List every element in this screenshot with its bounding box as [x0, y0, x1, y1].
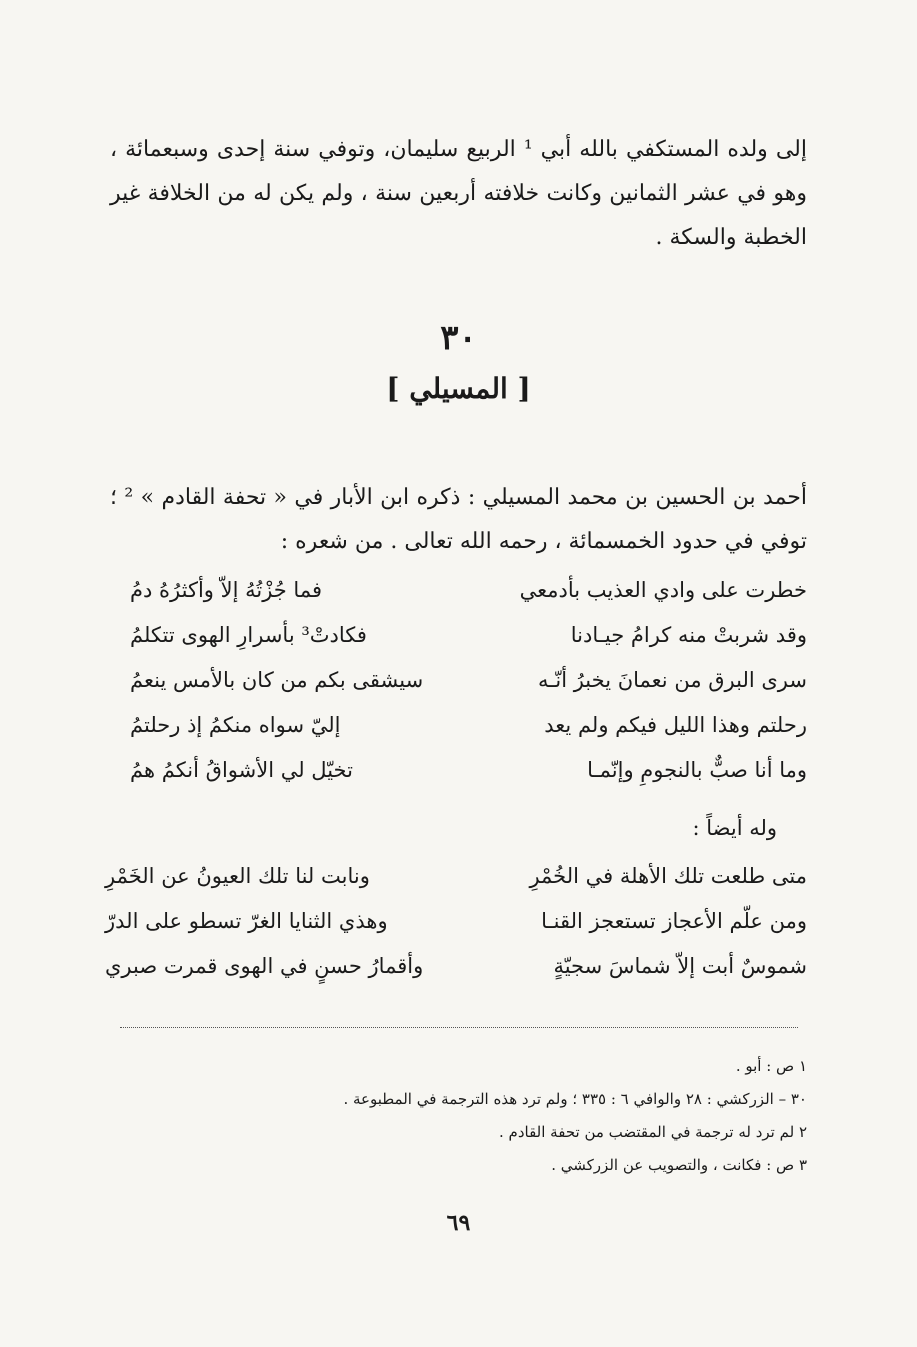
- chapter-title: [ المسيلي ]: [386, 372, 531, 405]
- also-label: وله أيضاً :: [692, 816, 777, 840]
- verse-second-hemistich: تخيّل لي الأشواقُ أنكمُ همُ: [130, 757, 353, 782]
- verse-line: [110, 567, 807, 612]
- footnote: ٣٠ – الزركشي : ٢٨ والوافي ٦ : ٣٣٥ ؛ ولم ترد هذه الترجمة في المطبوعة .: [343, 1090, 807, 1108]
- poem-first: [110, 567, 807, 792]
- verse-first-hemistich: خطرت على وادي العذيب بأدمعي: [519, 577, 807, 602]
- verse-line: [105, 943, 807, 988]
- page-number: ٦٩: [446, 1210, 471, 1236]
- verse-first-hemistich: ومن علّم الأعجاز تستعجز القنـا: [541, 908, 807, 933]
- verse-line: [110, 657, 807, 702]
- verse-first-hemistich: وقد شربتْ منه كرامُ جيـادنا: [570, 622, 807, 647]
- verse-second-hemistich: إليّ سواه منكمُ إذ رحلتمُ: [130, 712, 341, 737]
- footnote-separator: [120, 1027, 798, 1028]
- footnote: ٢ لم ترد له ترجمة في المقتضب من تحفة القادم .: [499, 1123, 807, 1141]
- intro-paragraph: إلى ولده المستكفي بالله أبي ¹ الربيع سليمان، وتوفي سنة إحدى وسبعمائة ، وهو في عشر الثمانين وكانت خلافته أربعين سنة ، ولم يكن له من الخلافة غير الخطبة والسكة .: [110, 137, 807, 250]
- verse-line: [110, 747, 807, 792]
- verse-first-hemistich: متى طلعت تلك الأهلة في الخُمْرِ: [529, 863, 807, 888]
- footnote: ١ ص : أبو .: [735, 1057, 807, 1075]
- chapter-number: ٣٠: [440, 318, 477, 358]
- poem-second: [105, 853, 807, 988]
- verse-second-hemistich: سيشقى بكم من كان بالأمس ينعمُ: [130, 667, 424, 692]
- verse-second-hemistich: فما جُزْتُهُ إلاّ وأكثرُهُ دمُ: [130, 577, 323, 602]
- biography-paragraph: أحمد بن الحسين بن محمد المسيلي : ذكره ابن الأبار في « تحفة القادم » ² ؛ توفي في حدود الخمسمائة ، رحمه الله تعالى . من شعره :: [110, 485, 807, 554]
- verse-first-hemistich: رحلتم وهذا الليل فيكم ولم يعد: [544, 712, 807, 737]
- verse-second-hemistich: ونابت لنا تلك العيونُ عن الخَمْرِ: [105, 863, 370, 888]
- verse-line: [105, 853, 807, 898]
- verse-line: [105, 898, 807, 943]
- verse-second-hemistich: فكادتْ³ بأسرارِ الهوى تتكلمُ: [130, 622, 367, 647]
- verse-first-hemistich: شموسٌ أبت إلاّ شماسَ سجيّةٍ: [553, 953, 807, 978]
- footnotes: [110, 1050, 807, 1182]
- verse-first-hemistich: وما أنا صبٌّ بالنجومِ وإنّمـا: [587, 757, 807, 782]
- footnote: ٣ ص : فكانت ، والتصويب عن الزركشي .: [551, 1156, 807, 1174]
- verse-line: [110, 702, 807, 747]
- verse-line: [110, 612, 807, 657]
- verse-second-hemistich: وهذي الثنايا الغرّ تسطو على الدرّ: [105, 908, 388, 933]
- verse-second-hemistich: وأقمارُ حسنٍ في الهوى قمرت صبري: [105, 953, 424, 978]
- verse-first-hemistich: سرى البرق من نعمانَ يخبرُ أنّـه: [537, 667, 807, 692]
